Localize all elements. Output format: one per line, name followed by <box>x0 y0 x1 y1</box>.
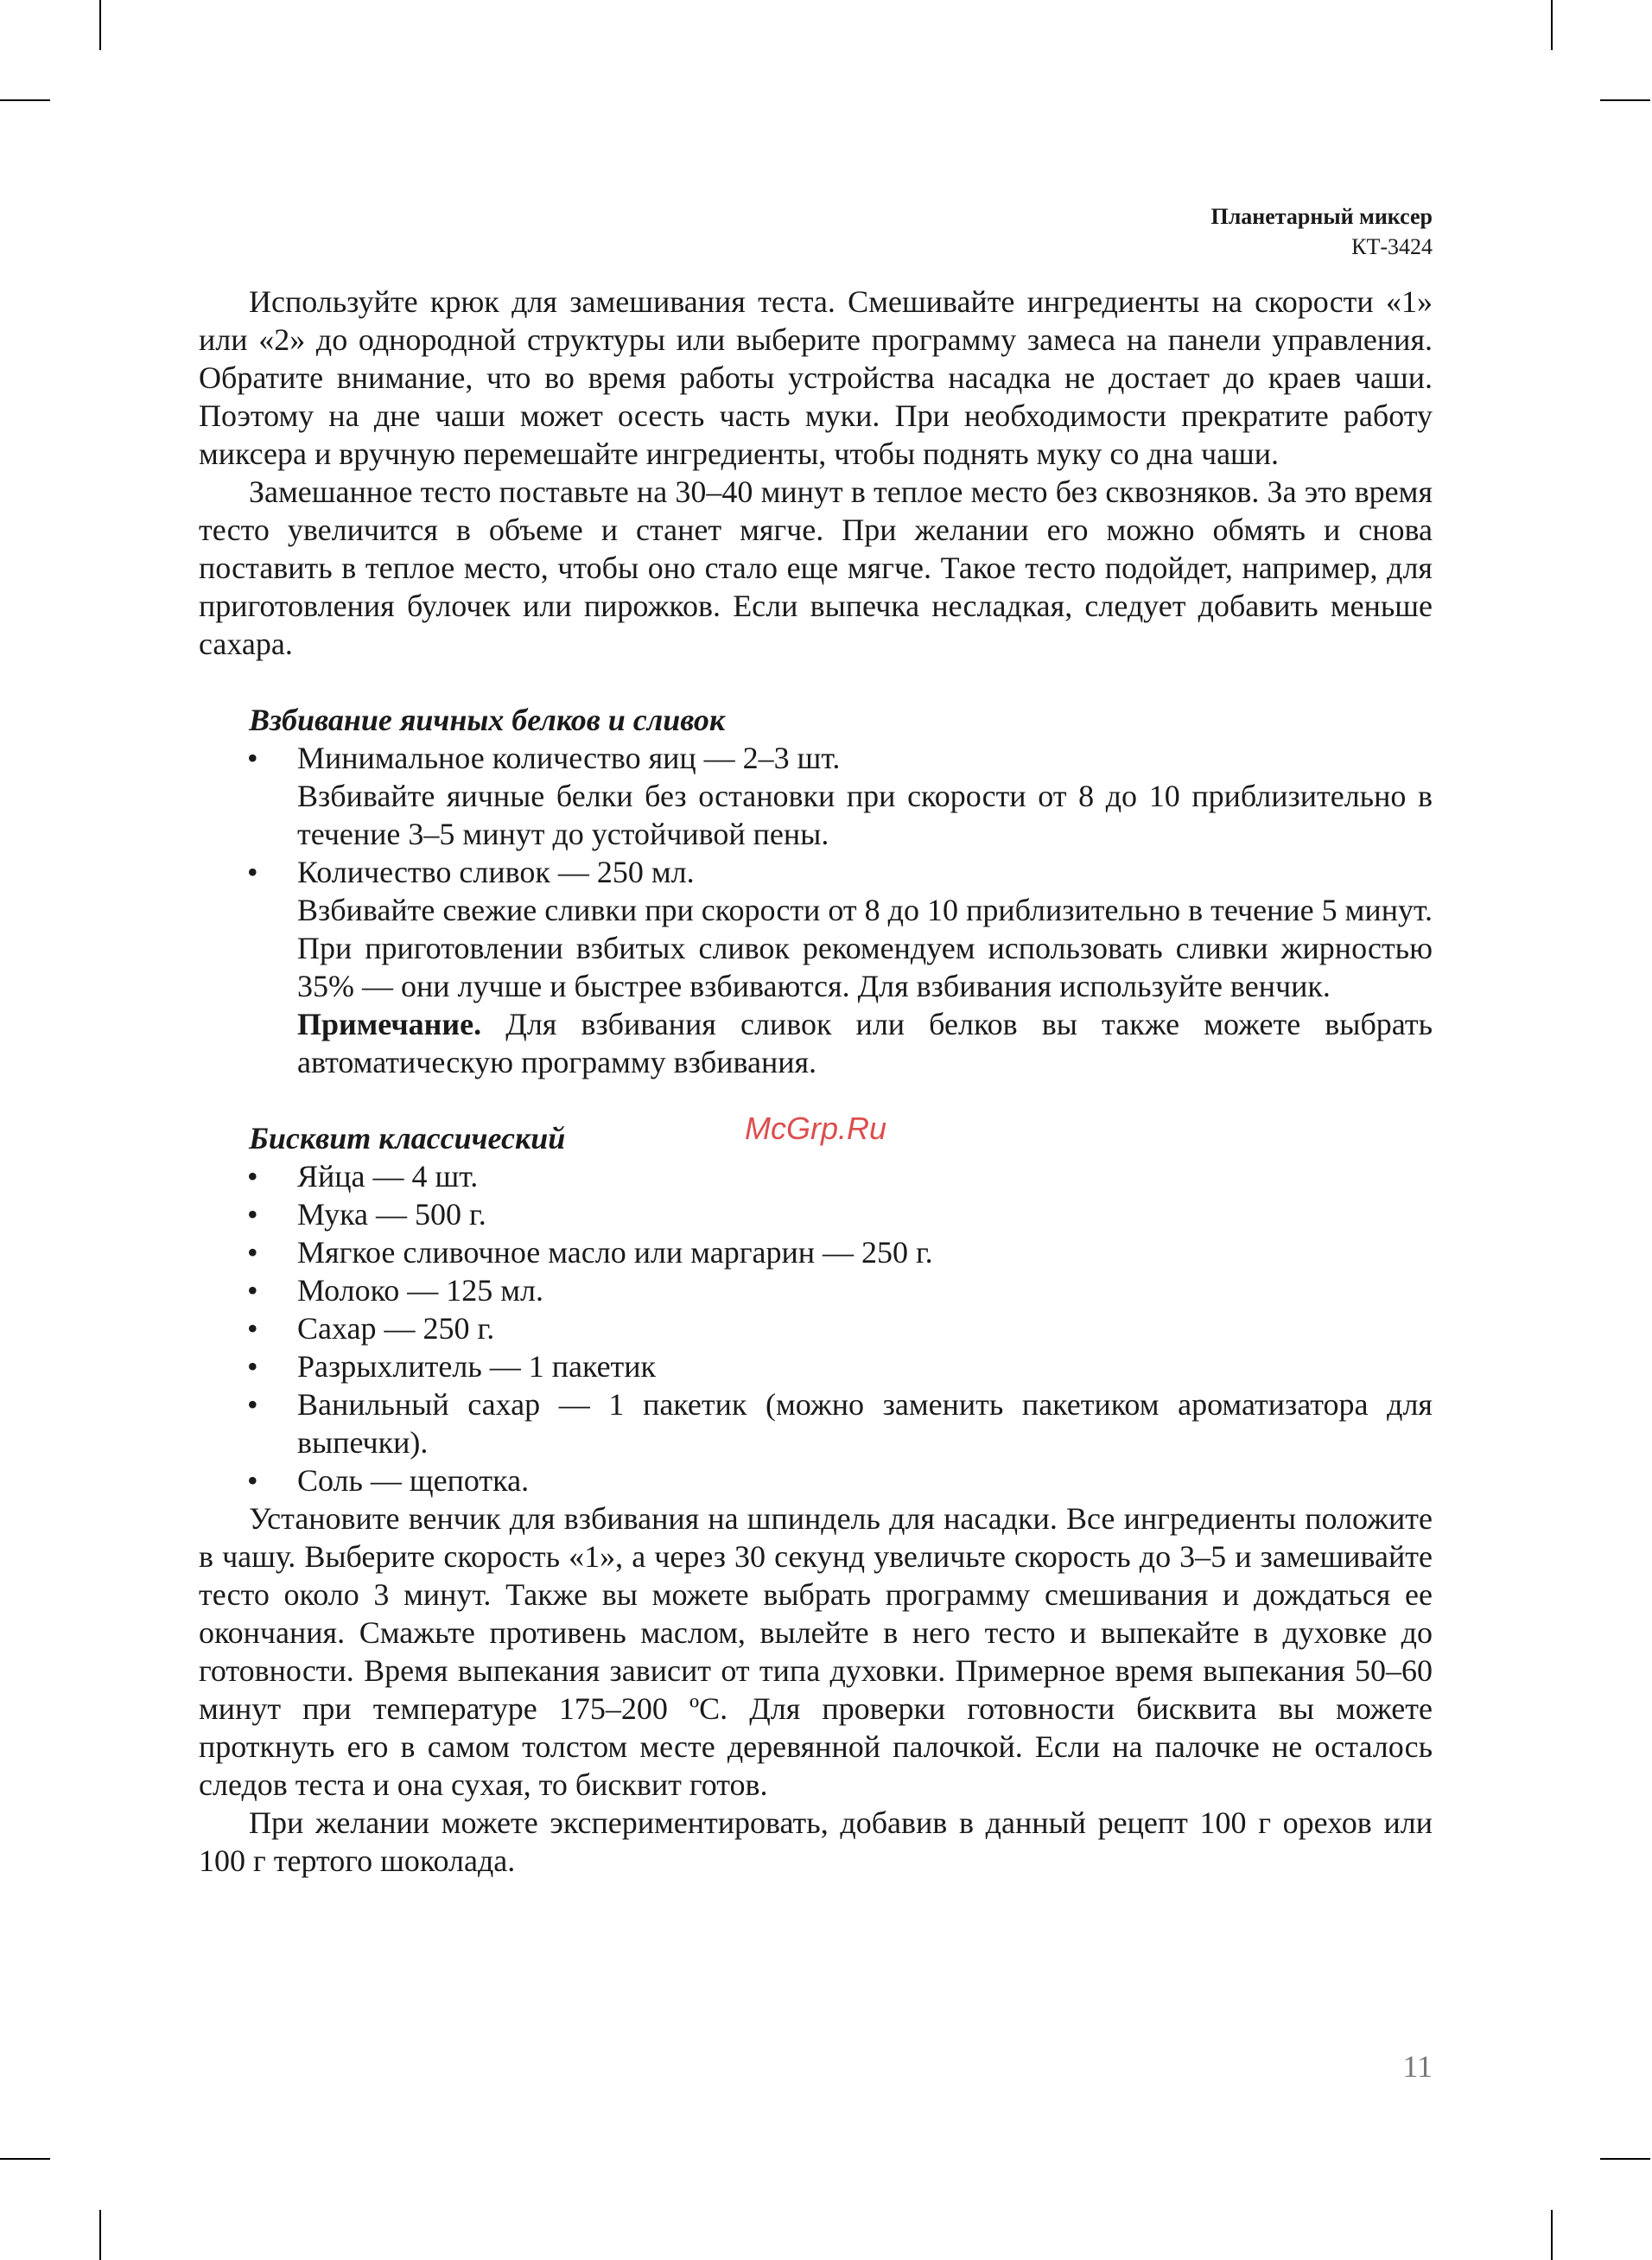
list-item <box>199 1233 1433 1271</box>
crop-mark <box>0 99 50 101</box>
bullet-icon: • <box>247 1387 258 1422</box>
list-item <box>199 1309 1433 1347</box>
list-item <box>199 1157 1433 1195</box>
list-item <box>199 1385 1433 1461</box>
list-item <box>199 1195 1433 1233</box>
page-number: 11 <box>1402 2049 1433 2084</box>
ingredient: Яйца — 4 шт. <box>297 1159 479 1194</box>
crop-mark <box>99 2210 101 2260</box>
header-model: КТ-3424 <box>1351 234 1433 259</box>
intro-paragraph-1: Используйте крюк для замешивания теста. Смешивайте ингредиенты на скорости «1» или «2» до однородной структуры или выберите программу замеса на панели управления. Обратите внимание, что во время работы устройства насадка не достает до краев чаши. Поэтому на дне чаши может осесть часть муки. При необходимости прекратите работу миксера и вручную перемешайте ингредиенты, чтобы поднять муку со дна чаши. <box>199 284 1433 471</box>
list-item <box>199 739 1433 777</box>
note-text: Для взбивания сливок или белков вы также можете выбрать автоматическую программу взбивания. <box>297 1007 1433 1079</box>
list-item <box>199 1461 1433 1499</box>
bullet-icon: • <box>247 741 258 775</box>
crop-mark <box>1600 2158 1650 2160</box>
running-header <box>1210 201 1433 262</box>
whipping-heading: Взбивание яичных белков и сливок <box>249 703 726 737</box>
ingredient: Мука — 500 г. <box>297 1197 486 1232</box>
ingredient: Сахар — 250 г. <box>297 1311 495 1346</box>
ingredient: Ванильный сахар — 1 пакетик (можно заменить пакетиком ароматизатора для выпечки). <box>297 1387 1433 1460</box>
bullet-icon: • <box>247 1463 258 1498</box>
bullet-icon: • <box>247 1235 258 1270</box>
sponge-paragraph-2: При желании можете экспериментировать, добавив в данный рецепт 100 г орехов или 100 г тертого шоколада. <box>199 1805 1433 1878</box>
crop-mark <box>0 2158 50 2160</box>
whipping-item-title: Количество сливок — 250 мл. <box>297 855 695 889</box>
whipping-item-text: Взбивайте яичные белки без остановки при скорости от 8 до 10 приблизительно в течение 3–5 минут до устойчивой пены. <box>297 779 1433 851</box>
sponge-heading: Бисквит классический <box>249 1121 566 1155</box>
bullet-icon: • <box>247 1197 258 1232</box>
bullet-icon: • <box>247 1273 258 1308</box>
note <box>199 1005 1433 1081</box>
note-label: Примечание. <box>297 1007 482 1041</box>
crop-mark <box>1600 99 1650 101</box>
crop-mark <box>99 0 101 50</box>
sponge-paragraph-1: Установите венчик для взбивания на шпиндель для насадки. Все ингредиенты положите в чашу. Выберите скорость «1», а через 30 секунд увеличьте скорость до 3–5 и замешивайте тесто около 3 минут. Также вы можете выбрать программу смешивания и дождаться ее окончания. Смажьте противень маслом, вылейте в него тесто и выпекайте в духовке до готовности. Время выпекания зависит от типа духовки. Примерное время выпекания 50–60 минут при температуре 175–200 ºС. Для проверки готовности бисквита вы можете проткнуть его в самом толстом месте деревянной палочкой. Если на палочке не осталось следов теста и она сухая, то бисквит готов. <box>199 1501 1433 1802</box>
ingredient: Соль — щепотка. <box>297 1463 530 1498</box>
ingredient: Мягкое сливочное масло или маргарин — 250 г. <box>297 1235 933 1270</box>
list-item <box>199 1271 1433 1309</box>
bullet-icon: • <box>247 1349 258 1384</box>
page-body <box>199 283 1433 1880</box>
whipping-item-text: Взбивайте свежие сливки при скорости от 8 до 10 приблизительно в течение 5 минут. При приготовлении взбитых сливок рекомендуем использовать сливки жирностью 35% — они лучше и быстрее взбиваются. Для взбивания используйте венчик. <box>297 893 1433 1003</box>
crop-mark <box>1551 0 1553 50</box>
list-item <box>199 1347 1433 1385</box>
header-title: Планетарный миксер <box>1210 204 1433 229</box>
bullet-icon: • <box>247 1159 258 1194</box>
whipping-item-title: Минимальное количество яиц — 2–3 шт. <box>297 741 841 775</box>
spacer <box>199 663 1433 701</box>
ingredient: Молоко — 125 мл. <box>297 1273 544 1308</box>
list-item <box>199 853 1433 891</box>
intro-paragraph-2: Замешанное тесто поставьте на 30–40 минут в теплое место без сквозняков. За это время тесто увеличится в объеме и станет мягче. При желании его можно обмять и снова поставить в теплое место, чтобы оно стало еще мягче. Такое тесто подойдет, например, для приготовления булочек или пирожков. Если выпечка несладкая, следует добавить меньше сахара. <box>199 474 1433 661</box>
watermark: McGrp.Ru <box>745 1111 887 1146</box>
bullet-icon: • <box>247 1311 258 1346</box>
ingredient: Разрыхлитель — 1 пакетик <box>297 1349 657 1384</box>
bullet-icon: • <box>247 855 258 889</box>
crop-mark <box>1551 2210 1553 2260</box>
